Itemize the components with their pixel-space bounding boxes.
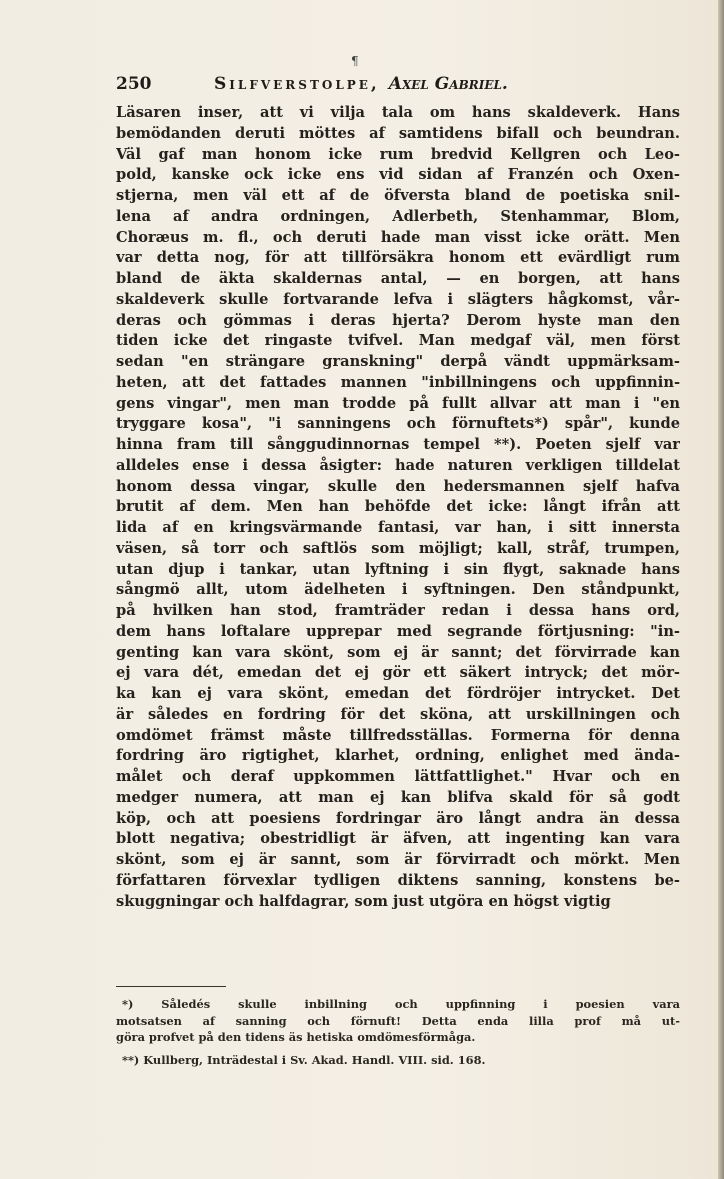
text-line: målet och deraf uppkommen lättfattlighet." Hvar och en (116, 768, 680, 785)
running-title-surname: Silfverstolpe, (214, 74, 380, 94)
footnote (116, 1052, 680, 1069)
text-line: Väl gaf man honom icke rum bredvid Kellgren och Leo- (116, 145, 680, 163)
text-line: stjerna, men väl ett af de öfversta bland de poetiska snil- (116, 187, 680, 204)
page-number: 250 (116, 74, 152, 94)
body-text (116, 103, 680, 912)
text-line: fordring äro rigtighet, klarhet, ordning, enlighet med ända- (116, 747, 680, 765)
text-line: genting kan vara skönt, som ej är sannt; det förvirrade kan (116, 643, 680, 661)
text-line: bemödanden deruti möttes af samtidens bifall och beundran. (116, 124, 680, 142)
text-line: deras och gömmas i deras hjerta? Derom hyste man den (116, 311, 680, 329)
footnote-line: **) Kullberg, Inträdestal i Sv. Akad. Handl. VIII. sid. 168. (122, 1052, 486, 1067)
text-line: skuggningar och halfdagrar, som just utgöra en högst vigtig (116, 892, 611, 910)
text-line: blott negativa; obestridligt är äfven, att ingenting kan vara (116, 830, 680, 848)
text-line: sångmö allt, utom ädelheten i syftningen. Den ståndpunkt, (116, 581, 680, 599)
footnote-rule (116, 986, 226, 987)
text-line: skönt, som ej är sannt, som är förvirradt och mörkt. Men (116, 851, 680, 868)
text-line: utan djup i tankar, utan lyftning i sin flygt, saknade hans (116, 560, 680, 578)
text-line: alldeles ense i dessa åsigter: hade naturen verkligen tilldelat (116, 456, 680, 474)
text-line: på hvilken han stod, framträder redan i dessa hans ord, (116, 602, 680, 619)
page-edge (718, 0, 724, 1179)
running-title-given-name: Axel Gabriel. (388, 74, 508, 94)
text-line: ka kan ej vara skönt, emedan det fördröjer intrycket. Det (116, 685, 680, 702)
text-line: är således en fordring för det sköna, att urskillningen och (116, 705, 680, 723)
text-line: tryggare kosa", "i sanningens och förnuftets*) spår", kunde (116, 415, 680, 433)
text-line: hinna fram till sånggudinnornas tempel **). Poeten sjelf var (116, 436, 680, 453)
text-line: ej vara dét, emedan det ej gör ett säkert intryck; det mör- (116, 664, 680, 682)
text-line: gens vingar", men man trodde på fullt allvar att man i "en (116, 394, 680, 412)
footnotes (116, 996, 680, 1068)
page-header (116, 74, 676, 98)
text-line: omdömet främst måste tillfredsställas. Formerna för denna (116, 726, 680, 744)
footnote-line: motsatsen af sanning och förnuft! Detta enda lilla prof må ut- (116, 1013, 680, 1028)
text-line: bland de äkta skaldernas antal, — en borgen, att hans (116, 270, 680, 287)
text-line: heten, att det fattades mannen "inbillningens och uppfinnin- (116, 373, 680, 391)
text-line: väsen, så torr och saftlös som möjligt; kall, stråf, trumpen, (116, 539, 680, 557)
text-line: honom dessa vingar, skulle den hedersmannen sjelf hafva (116, 477, 680, 495)
text-line: brutit af dem. Men han behöfde det icke: långt ifrån att (116, 498, 680, 516)
text-line: tiden icke det ringaste tvifvel. Man medgaf väl, men först (116, 332, 680, 350)
text-line: dem hans loftalare upprepar med segrande förtjusning: "in- (116, 622, 680, 640)
text-line: skaldeverk skulle fortvarande lefva i slägters hågkomst, vår- (116, 290, 680, 308)
text-line: lena af andra ordningen, Adlerbeth, Stenhammar, Blom, (116, 207, 680, 225)
text-line: sedan "en strängare granskning" derpå vändt uppmärksam- (116, 353, 680, 370)
footnote-line: göra profvet på den tidens äs hetiska omdömesförmåga. (116, 1030, 476, 1044)
footnote-line: *) Såledés skulle inbillning och uppfinning i poesien vara (122, 997, 680, 1011)
text-line: köp, och att poesiens fordringar äro långt andra än dessa (116, 809, 680, 827)
running-title (214, 74, 508, 94)
text-line: var detta nog, för att tillförsäkra honom ett evärdligt rum (116, 249, 680, 267)
text-line: lida af en kringsvärmande fantasi, var han, i sitt innersta (116, 519, 680, 536)
text-line: Choræus m. fl., och deruti hade man visst icke orätt. Men (116, 228, 680, 246)
text-line: Läsaren inser, att vi vilja tala om hans skaldeverk. Hans (116, 104, 680, 121)
text-line: författaren förvexlar tydligen diktens sanning, konstens be- (116, 871, 680, 889)
footnote (116, 996, 680, 1046)
text-line: pold, kanske ock icke ens vid sidan af Franzén och Oxen- (116, 166, 680, 184)
printer-mark: ¶ (351, 54, 359, 68)
text-line: medger numera, att man ej kan blifva skald för så godt (116, 788, 680, 806)
